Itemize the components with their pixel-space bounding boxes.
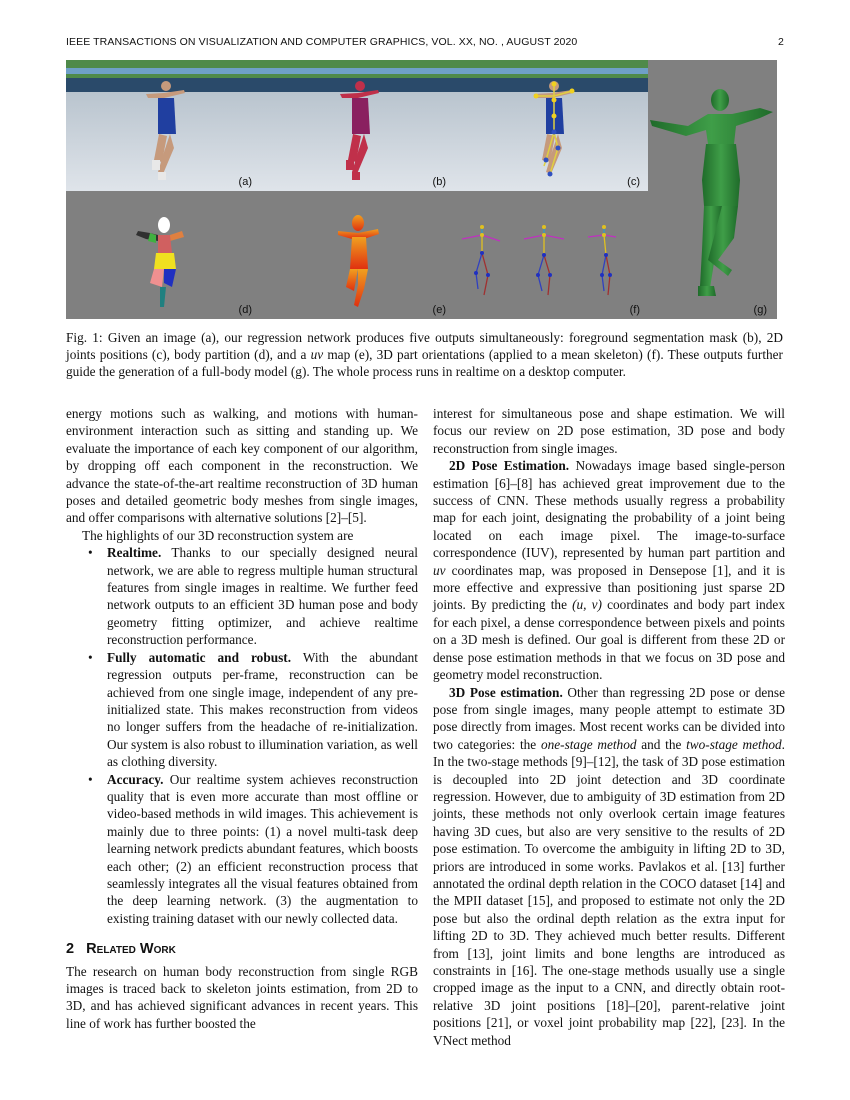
figure-1 — [66, 60, 777, 319]
caption-text-2: map (e), 3D part orientations (applied to a mean skeleton) (f). These outputs further guide the generation of a full-body model (g). The whole process runs in realtime on a desktop computer. — [66, 347, 783, 379]
highlight-text: Our realtime system achieves reconstruction quality that is even more accurate than most offline or video-based methods in wild images. This achievement is mainly due to three points: (1) a novel multi-task deep learning network predicts abundant features, which boosts each other; (2) an efficient reconstruction process that seamlessly integrates all the visual features obtained from the deep learning network. (3) the augmentation to existing training dataset with our newly collected data. — [107, 771, 418, 926]
caption-prefix: Fig. 1: — [66, 330, 103, 345]
caption-uv: uv — [310, 347, 324, 362]
right-column — [433, 405, 785, 1049]
left-paragraph-1: energy motions such as walking, and motions with human-environment interaction such as sitting and standing up. We evaluate the importance of each key component of our algorithm, by dropping off each component in the reconstruction. We advance the state-of-the-art realtime reconstruction of 3D human poses and detailed geometric body meshes from single images, and offer comparisons with alternative solutions [2]–[5]. — [66, 406, 418, 526]
highlights-list — [66, 544, 418, 927]
panel-label-b: (b) — [432, 176, 446, 188]
page-number: 2 — [778, 36, 784, 48]
highlight-realtime — [66, 544, 418, 648]
paragraph-text: Other than regressing 2D pose or dense pose from single images, many people attempt to estimate 3D pose directly from images. Most recent works can be divided into two categories: the — [433, 684, 785, 752]
math-uv-pair: (u, v) — [572, 597, 602, 613]
uv-map-figure — [260, 191, 454, 319]
paragraph-text: . In the two-stage methods [9]–[12], the task of 3D pose estimation is decoupled into 2D joint detection and 3D coordinate regression. However, due to ambiguity of 3D estimation from 2D joints, these methods not only overlook certain image features having 3D cues, but also are very sensitive to the results of 2D pose estimation. To overcome the ambiguity in lifting 2D to 3D, priors are introduced in some works. Pavlakos et al. [13] further annotated the ordinal depth relation in the COCO dataset [14] and the MPII dataset [15], and proposed to estimate not only the 2D pose but also the ordinal depth relation as the extra input for lifting 2D to 3D. They achieved much better results. Different from [13], joint limits and bone lengths are introduced as constraints in [16]. The one-stage methods usually use a single cropped image as the input to a CNN, and directly obtain root-relative 3D joint positions [18]–[20], parent-relative joint positions [21], or voxel joint probability map [22], [23]. In the VNect method — [433, 736, 785, 1048]
skeleton-views-figure — [454, 191, 648, 319]
running-header — [66, 36, 784, 48]
left-column — [66, 405, 418, 1032]
highlight-accuracy — [66, 771, 418, 928]
panel-c-2d-joints — [454, 60, 648, 191]
section-title: Related Work — [86, 941, 176, 958]
panel-g-body-model — [648, 60, 777, 319]
journal-title: IEEE TRANSACTIONS ON VISUALIZATION AND COMPUTER GRAPHICS, VOL. XX, NO. , AUGUST 2020 — [66, 36, 578, 48]
paragraph-2d-pose — [433, 457, 785, 683]
paragraph-text: Nowadays image based single-person estimation [6]–[8] has achieved great improvement due to the success of CNN. These methods usually regress a probability map for each joint, designating the probability of a joint being located on each image pixel. The image-to-surface correspondence (IUV), represented by human part partition and — [433, 458, 785, 561]
section-number: 2 — [66, 941, 75, 958]
highlight-automatic — [66, 649, 418, 771]
panel-label-c: (c) — [627, 176, 640, 188]
emphasis-two-stage: two-stage method — [686, 736, 782, 752]
panel-label-f: (f) — [629, 304, 640, 316]
skater-photo-a — [66, 60, 260, 191]
emphasis-one-stage: one-stage method — [540, 736, 637, 752]
figure-caption — [66, 329, 783, 380]
left-paragraph-related-work: The research on human body reconstruction from single RGB images is traced back to skeleton joints estimation, from 2D to 3D, and has achieved significant advances in recent years. This line of work has further boosted the — [66, 963, 418, 1031]
panel-label-e: (e) — [432, 304, 446, 316]
right-paragraph-1: interest for simultaneous pose and shape estimation. We will focus our review on 2D pose estimation, 3D pose and body reconstruction from single images. — [433, 406, 785, 456]
green-body-mesh — [648, 60, 777, 319]
highlights-intro: The highlights of our 3D reconstruction system are — [82, 527, 354, 543]
paragraph-text: and the — [636, 736, 687, 752]
body-partition-figure — [66, 191, 260, 319]
panel-b-segmentation-mask — [260, 60, 454, 191]
highlight-text: With the abundant regression outputs per-frame, reconstruction can be achieved from one single image, independent of any pre-initialized state. This makes reconstruction from videos no longer suffers from the headache of re-initialization. Our system is also robust to illumination variation, as well as clothing diversity. — [107, 649, 418, 770]
highlight-title: Accuracy. — [107, 771, 164, 787]
paragraph-title: 3D Pose estimation. — [449, 684, 563, 700]
highlight-text: Thanks to our specially designed neural network, we are able to regress multiple human structural features from single images in realtime. We further feed network outputs to an efficient 3D human pose and body geometry fitting optimizer, and achieve realtime reconstruction performance. — [107, 545, 418, 648]
panel-a-input-image — [66, 60, 260, 191]
highlight-title: Realtime. — [107, 545, 162, 561]
highlight-title: Fully automatic and robust. — [107, 649, 292, 665]
paragraph-3d-pose — [433, 684, 785, 1050]
section-heading — [66, 941, 418, 958]
paragraph-title: 2D Pose Estimation. — [449, 458, 570, 474]
panel-label-g: (g) — [753, 304, 767, 316]
panel-f-3d-orientations — [454, 191, 648, 319]
caption-text-1: Given an image (a), our regression network produces five outputs simultaneously: foreground segmentation mask (b), 2D joints positions (c), body partition (d), and a — [66, 330, 784, 362]
math-uv: uv — [433, 562, 446, 578]
panel-label-a: (a) — [238, 176, 252, 188]
paragraph-text: coordinates and body part index for each pixel, a dense correspondence between pixels and points on a 3D mesh is defined. Our goal is different from these 2D or dense pose estimation methods in that we focus on 3D pose and geometry model reconstruction. — [433, 597, 785, 683]
paragraph-text: coordinates map, was proposed in Densepose [1], and it is more effective and expressive than positioning just sparse 2D joints. By predicting the — [433, 562, 785, 613]
skater-mask-b — [260, 60, 454, 191]
skater-joints-c — [454, 60, 648, 191]
panel-label-d: (d) — [238, 304, 252, 316]
panel-d-body-partition — [66, 191, 260, 319]
panel-e-uv-map — [260, 191, 454, 319]
